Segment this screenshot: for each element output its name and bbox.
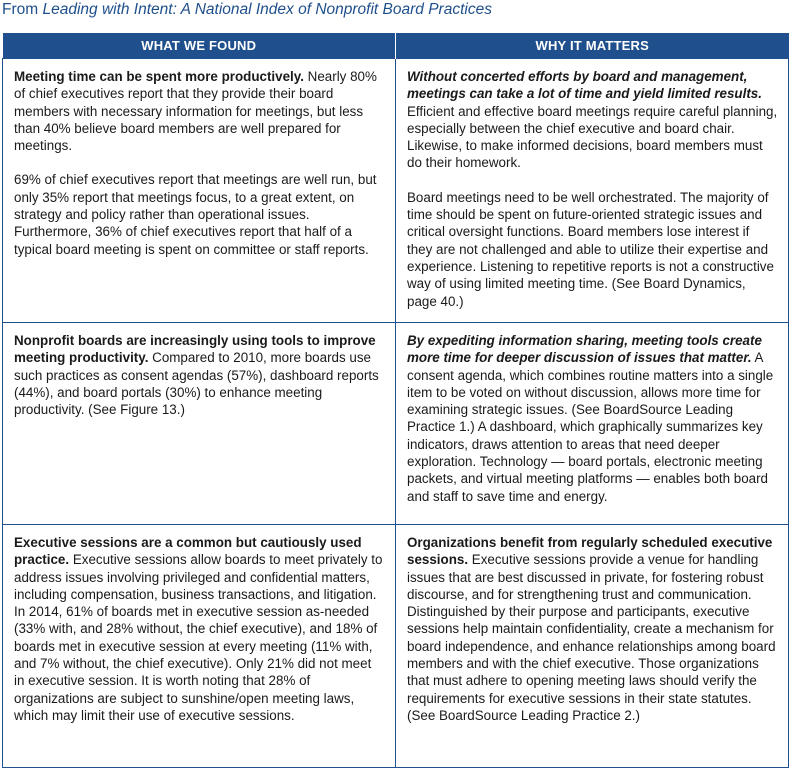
finding-lead: Meeting time can be spent more productively. [14,69,304,84]
table-row [3,323,789,525]
finding-lead: Nonprofit boards are increasingly using tools to improve meeting productivity. [14,333,376,366]
found-cell [3,323,396,525]
paragraph [14,332,385,418]
source-prefix: From [2,1,43,18]
matters-cell [396,525,789,768]
matters-lead: Without concerted efforts by board and management, meetings can take a lot of time and yield limited results. [407,69,762,102]
table-row [3,525,789,768]
source-caption [2,0,492,24]
matters-cell [396,323,789,525]
paragraph [407,332,778,505]
found-cell [3,59,396,323]
matters-lead: Organizations benefit from regularly scheduled executive sessions. [407,535,773,568]
finding-lead: Executive sessions are a common but cautiously used practice. [14,535,362,568]
matters-text: Executive sessions provide a venue for handling issues that are best discussed in private, for fostering robust discourse, and for strengthening trust and communication. Distinguished by their purpose and participants, executive sessions help maintain confidentiality, create a mechanism for board independence, and enhance relationships among board members and with the chief executive. Those organizations that must adhere to opening meeting laws should verify the requirements for executive sessions in their state statutes. (See BoardSource Leading Practice 2.) [407,552,776,723]
matters-lead: By expediting information sharing, meeting tools create more time for deeper discussion of issues that matter. [407,333,762,366]
matters-cell [396,59,789,323]
finding-text: Nearly 80% of chief executives report that they provide their board members with necessary information for meetings, but less than 40% believe board members are well prepared for meetings. [14,69,377,154]
finding-text: Compared to 2010, more boards use such practices as consent agendas (57%), dashboard reports (44%), and board portals (30%) to enhance meeting productivity. (See Figure 13.) [14,350,379,418]
table-row [3,59,789,323]
paragraph [407,534,778,724]
finding-text: Executive sessions allow boards to meet privately to address issues involving privileged and confidential matters, including compensation, business transactions, and litigation. In 2014, 61% of boards met in executive session as-needed (33% with, and 28% without, the chief executive), and 18% of boards met in executive session at every meeting (11% with, and 7% without, the chief executive). Only 21% did not meet in executive session. It is worth noting that 28% of organizations are subject to sunshine/open meeting laws, which may limit their use of executive sessions. [14,552,383,723]
paragraph [14,68,385,154]
header-why-it-matters: WHY IT MATTERS [396,33,789,59]
header-what-we-found: WHAT WE FOUND [3,33,396,59]
matters-text: Board meetings need to be well orchestrated. The majority of time should be spent on future-oriented strategic issues and critical oversight functions. Board members lose interest if they are not challenged and able to utilize their expertise and experience. Listening to repetitive reports is not a constructive way of using limited meeting time. (See Board Dynamics, page 40.) [407,189,774,309]
paragraph [407,68,778,172]
paragraph [14,534,385,724]
matters-text: Efficient and effective board meetings require careful planning, especially between the chief executive and board chair. Likewise, to make informed decisions, board members must do their homework. [407,103,778,171]
finding-text: 69% of chief executives report that meetings are well run, but only 35% report that meetings focus, to a great extent, on strategy and policy rather than operational issues. Furthermore, 36% of chief executives report that half of a typical board meeting is spent on committee or staff reports. [14,172,377,257]
matters-text: A consent agenda, which combines routine matters into a single item to be voted on without discussion, allows more time for examining strategic issues. (See BoardSource Leading Practice 1.) A dashboard, which graphically summarizes key indicators, draws attention to areas that need deeper exploration. Technology — board portals, electronic meeting packets, and virtual meeting platforms — enables both board and staff to save time and energy. [407,350,774,504]
found-cell [3,525,396,768]
source-title: Leading with Intent: A National Index of Nonprofit Board Practices [42,1,492,18]
table-header-row [3,33,789,59]
findings-table [2,33,789,768]
